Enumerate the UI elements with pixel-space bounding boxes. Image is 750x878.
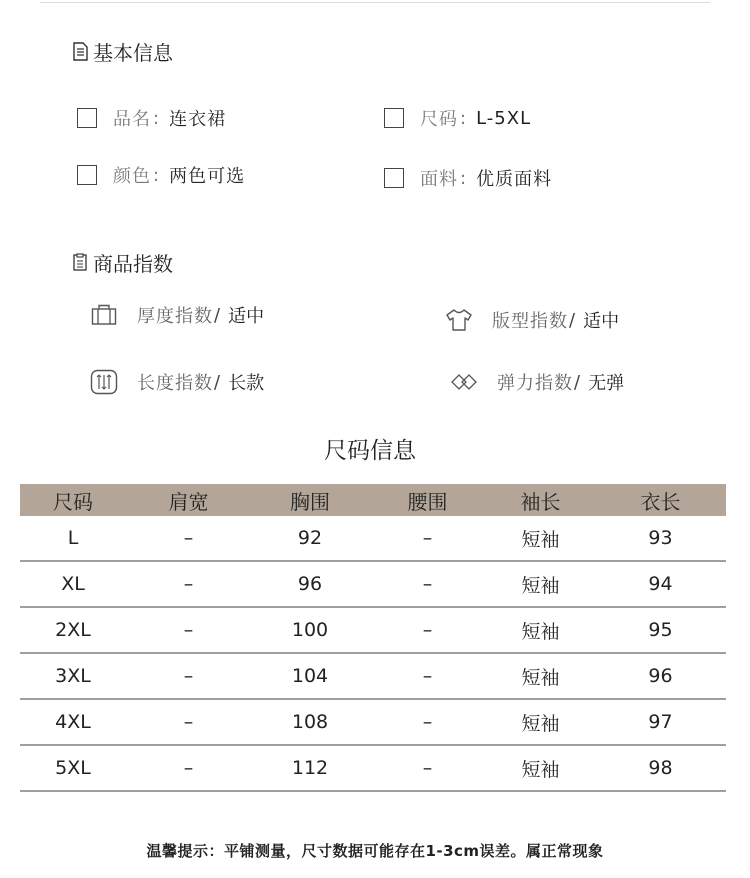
table-cell: 3XL — [20, 653, 126, 699]
table-cell: 短袖 — [486, 607, 595, 653]
header-cell: 尺码 — [20, 484, 126, 516]
table-cell: 108 — [251, 699, 369, 745]
table-cell: 96 — [251, 561, 369, 607]
table-row — [20, 516, 726, 561]
table-row — [20, 607, 726, 653]
info-color: 颜色 : 两色可选 — [77, 162, 245, 188]
size-info-title: 尺码信息 — [324, 438, 416, 464]
measurement-tip: 温馨提示：平铺测量，尺寸数据可能存在1-3cm误差。属正常现象 — [146, 842, 604, 860]
table-cell: 4XL — [20, 699, 126, 745]
table-cell: – — [126, 745, 251, 791]
table-cell: – — [369, 653, 486, 699]
table-cell: – — [126, 699, 251, 745]
info-size: 尺码 : L-5XL — [384, 105, 531, 131]
checkbox[interactable] — [77, 108, 97, 128]
info-name: 品名 : 连衣裙 — [77, 105, 226, 131]
index-length: 长度指数 / 长款 — [89, 367, 264, 397]
table-cell: 短袖 — [486, 561, 595, 607]
table-cell: 5XL — [20, 745, 126, 791]
product-index-title: 商品指数 — [72, 248, 173, 277]
table-row — [20, 653, 726, 699]
checkbox[interactable] — [384, 108, 404, 128]
header-cell: 肩宽 — [126, 484, 251, 516]
table-header-row — [20, 484, 726, 516]
table-row — [20, 745, 726, 791]
table-cell: 112 — [251, 745, 369, 791]
table-cell: 100 — [251, 607, 369, 653]
table-cell: 短袖 — [486, 745, 595, 791]
table-cell: – — [126, 561, 251, 607]
table-cell: – — [126, 607, 251, 653]
tshirt-icon — [444, 305, 474, 335]
header-cell: 袖长 — [486, 484, 595, 516]
table-cell: 104 — [251, 653, 369, 699]
table-row — [20, 699, 726, 745]
table-cell: – — [126, 653, 251, 699]
table-cell: 94 — [595, 561, 726, 607]
table-cell: 98 — [595, 745, 726, 791]
document-icon — [72, 42, 89, 61]
table-cell: – — [126, 516, 251, 561]
table-cell: 93 — [595, 516, 726, 561]
table-cell: – — [369, 607, 486, 653]
table-cell: L — [20, 516, 126, 561]
table-cell: XL — [20, 561, 126, 607]
table-cell: 短袖 — [486, 516, 595, 561]
table-cell: – — [369, 561, 486, 607]
header-cell: 衣长 — [595, 484, 726, 516]
table-cell: 短袖 — [486, 653, 595, 699]
checkbox[interactable] — [77, 165, 97, 185]
length-icon — [89, 367, 119, 397]
table-cell: – — [369, 745, 486, 791]
table-cell: 96 — [595, 653, 726, 699]
top-divider — [40, 2, 710, 3]
table-cell: 2XL — [20, 607, 126, 653]
size-table — [20, 484, 726, 792]
header-cell: 腰围 — [369, 484, 486, 516]
table-cell: 92 — [251, 516, 369, 561]
bag-icon — [89, 300, 119, 330]
table-cell: 95 — [595, 607, 726, 653]
table-cell: – — [369, 516, 486, 561]
index-thickness: 厚度指数 / 适中 — [89, 300, 264, 330]
diamond-icon — [449, 367, 479, 397]
clipboard-icon — [72, 253, 89, 272]
table-cell: 短袖 — [486, 699, 595, 745]
header-cell: 胸围 — [251, 484, 369, 516]
basic-info-title: 基本信息 — [72, 37, 173, 66]
table-row — [20, 561, 726, 607]
checkbox[interactable] — [384, 168, 404, 188]
table-cell: 97 — [595, 699, 726, 745]
info-fabric: 面料 : 优质面料 — [384, 165, 552, 191]
index-fit: 版型指数 / 适中 — [444, 305, 619, 335]
index-elasticity: 弹力指数 / 无弹 — [449, 367, 624, 397]
table-cell: – — [369, 699, 486, 745]
